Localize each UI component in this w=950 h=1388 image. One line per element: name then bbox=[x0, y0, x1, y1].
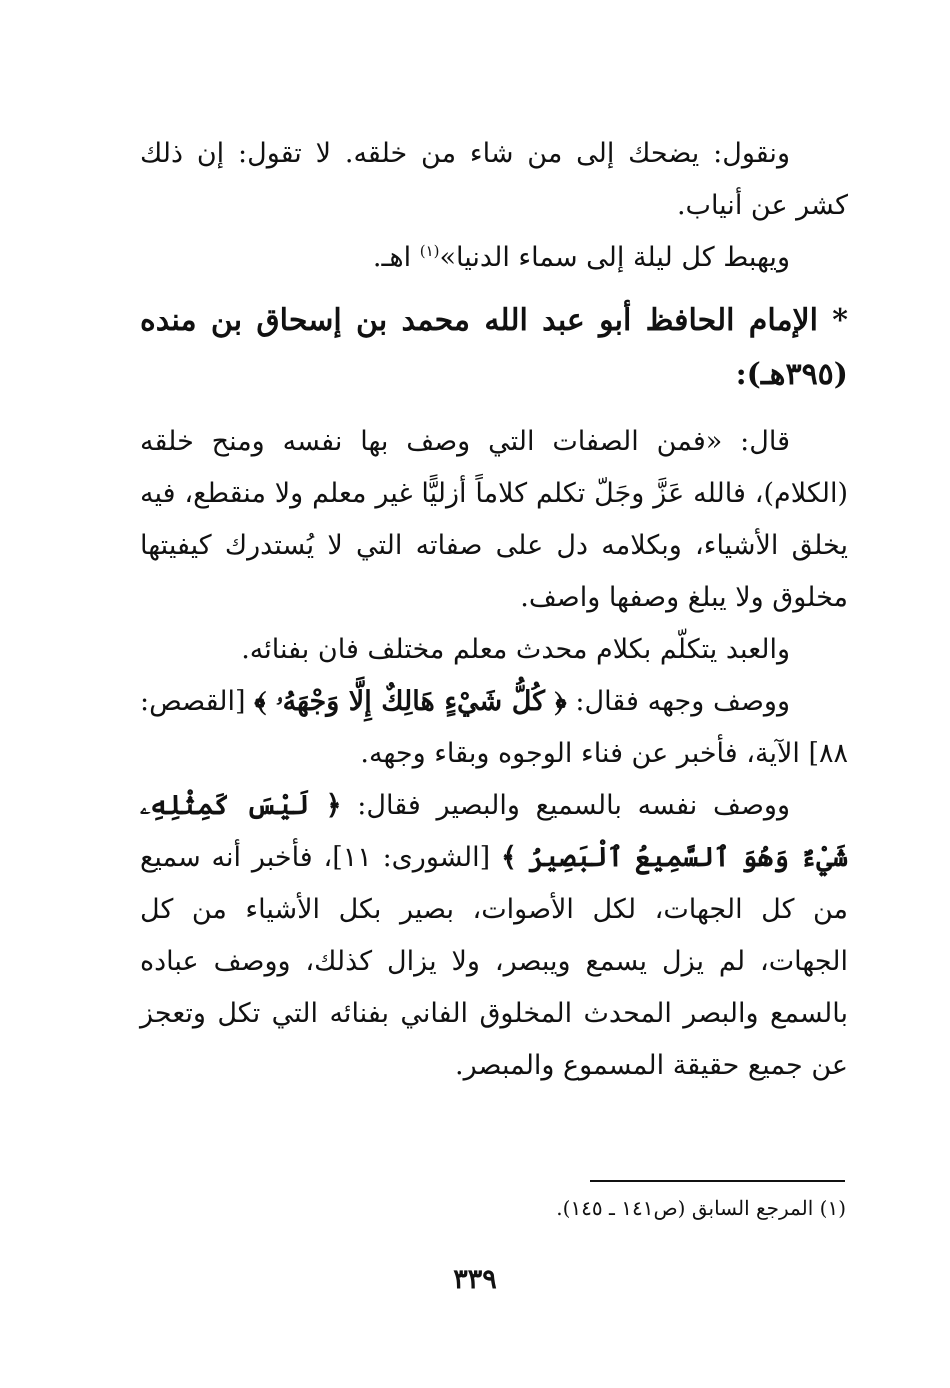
paragraph-face bbox=[140, 676, 848, 780]
paragraph-face-post: [القصص: ٨٨] الآية، فأخبر عن فناء الوجوه وبقاء وجهه. bbox=[140, 686, 848, 769]
page-number: ٣٣٩ bbox=[453, 1264, 497, 1295]
section-heading: * الإمام الحافظ أبو عبد الله محمد بن إسحاق بن منده (٣٩٥هـ): bbox=[140, 303, 848, 392]
footnote-ref: (١) bbox=[419, 242, 440, 260]
footnote: (١) المرجع السابق (ص١٤١ ـ ١٤٥). bbox=[556, 1196, 846, 1220]
footnote-divider bbox=[590, 1180, 845, 1182]
paragraph-descent-end: اهـ. bbox=[372, 242, 420, 273]
quran-verse-face: ﴿ كُلُّ شَيْءٍ هَالِكٌ إِلَّا وَجْهَهُۥ ﴾ bbox=[254, 686, 567, 717]
paragraph-speech: قال: «فمن الصفات التي وصف بها نفسه ومنح خلقه (الكلام)، فالله عَزَّ وجَلّ تكلم كلاماً أزليًّا غير معلم ولا منقطع، فيه يخلق الأشياء، وبكلامه دل على صفاته التي لا يُستدرك كيفيتها مخلوق ولا يبلغ وصفها واصف. bbox=[140, 426, 848, 613]
paragraph-descent bbox=[140, 232, 848, 284]
paragraph-face-pre: ووصف وجهه فقال: bbox=[566, 686, 791, 717]
paragraph-servant: والعبد يتكلّم بكلام محدث معلم مختلف فان بفنائه. bbox=[241, 634, 790, 665]
page-body bbox=[140, 128, 848, 1092]
paragraph-descent-text: ويهبط كل ليلة إلى سماء الدنيا» bbox=[439, 242, 790, 273]
paragraph-hearing-pre: ووصف نفسه بالسميع والبصير فقال: bbox=[341, 790, 790, 821]
quran-verse-hearing: ﴿ لَيْسَ كَمِثْلِهِۦ شَيْءٌ وَهُوَ ٱلسَّمِيعُ ٱلْبَصِيرُ ﴾ bbox=[140, 790, 849, 873]
paragraph-hearing bbox=[140, 780, 848, 1092]
paragraph-laughter: ونقول: يضحك إلى من شاء من خلقه. لا تقول: إن ذلك كشر عن أنياب. bbox=[140, 138, 848, 221]
paragraph-hearing-post: [الشورى: ١١]، فأخبر أنه سميع من كل الجهات، لكل الأصوات، بصير بكل الأشياء من كل الجهات، لم يزل يسمع ويبصر، ولا يزال كذلك، ووصف عباده بالسمع والبصر المحدث المخلوق الفاني بفنائه التي تكل وتعجز عن جميع حقيقة المسموع والمبصر. bbox=[140, 842, 848, 1081]
